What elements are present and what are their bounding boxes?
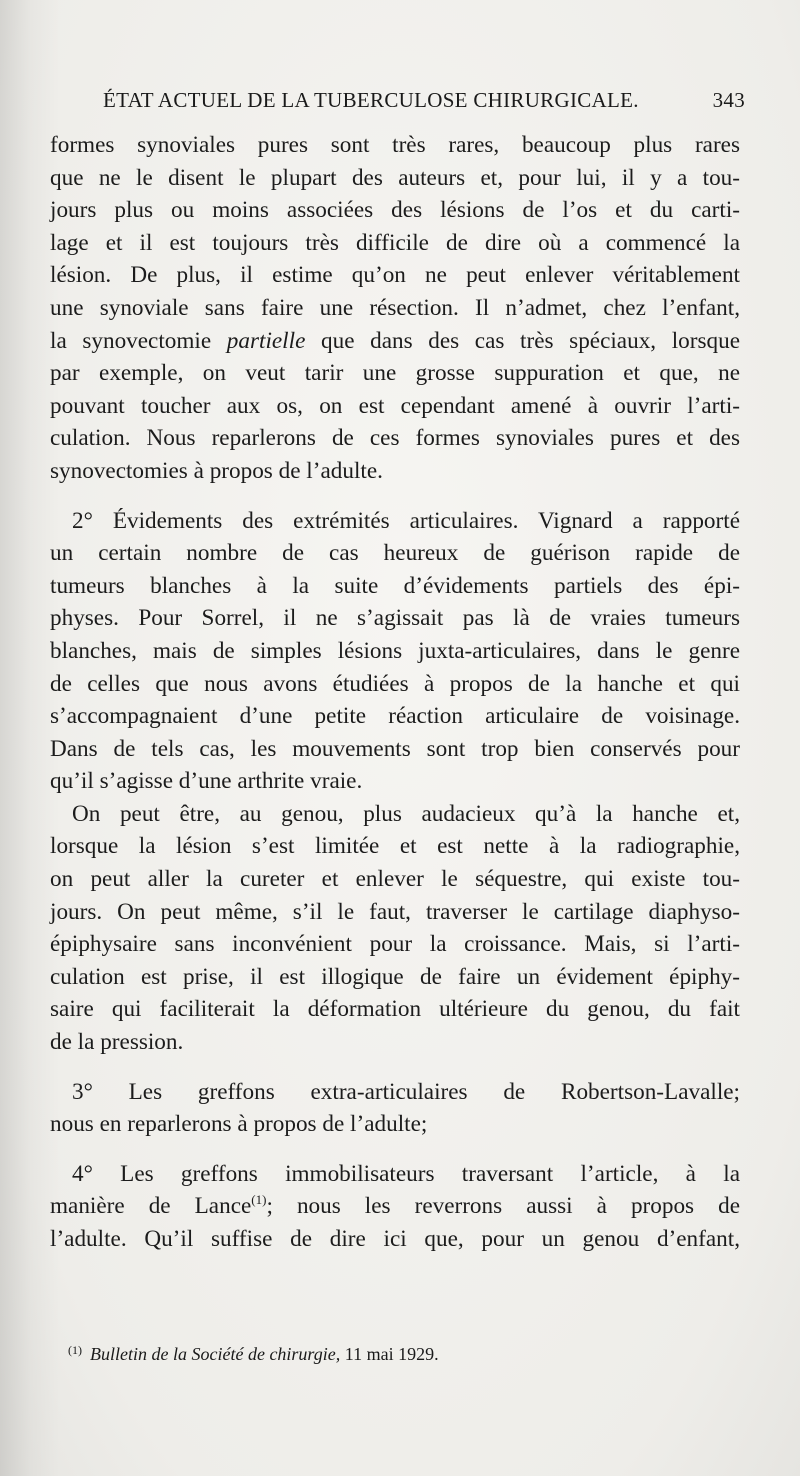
footnote-reference[interactable]: (1) (251, 1192, 267, 1208)
text-line: culation est prise, il est illogique de faire un évidement épiphy- (50, 963, 740, 990)
text-line: épiphysaire sans inconvénient pour la croissance. Mais, si l’arti- (50, 931, 740, 958)
footnote-marker: (1) (68, 1343, 82, 1357)
text-line: 2° Évidements des extrémités articulaires. Vignard a rapporté (72, 507, 740, 534)
paragraph-5 (50, 1158, 740, 1256)
text-line: par exemple, on veut tarir une grosse suppuration et que, ne (50, 360, 740, 387)
text-line-with-italic (50, 325, 740, 358)
footnote-citation-date: 11 mai 1929. (340, 1344, 439, 1364)
text-segment: manière de Lance (50, 1193, 252, 1220)
text-line: saire qui faciliterait la déformation ultérieure du genou, du fait (50, 996, 740, 1023)
text-line: tumeurs blanches à la suite d’évidements partiels des épi- (50, 572, 740, 599)
footnote (68, 1343, 758, 1365)
text-line: une synoviale sans faire une résection. Il n’admet, chez l’enfant, (50, 294, 740, 321)
text-line: s’accompagnaient d’une petite réaction articulaire de voisinage. (50, 703, 740, 730)
text-line: de celles que nous avons étudiées à propos de la hanche et qui (50, 670, 740, 697)
text-line: formes synoviales pures sont très rares, beaucoup plus rares (50, 132, 740, 158)
page-number: 343 (712, 88, 745, 112)
paragraph-1 (50, 129, 740, 488)
text-line: Dans de tels cas, les mouvements sont trop bien conservés pour (50, 735, 740, 762)
paragraph-4 (50, 1076, 740, 1141)
text-line: culation. Nous reparlerons de ces formes synoviales pures et des (50, 425, 740, 452)
text-line: lésion. De plus, il estime qu’on ne peut enlever véritablement (50, 262, 740, 289)
text-line: blanches, mais de simples lésions juxta-articulaires, dans le genre (50, 637, 740, 664)
text-line: lage et il est toujours très difficile de dire où a commencé la (50, 229, 740, 256)
text-line: jours. On peut même, s’il le faut, traverser le cartilage diaphyso- (50, 898, 740, 925)
text-segment: que dans des cas très spéciaux, lorsque (305, 327, 740, 354)
text-line: on peut aller la cureter et enlever le séquestre, qui existe tou- (50, 866, 740, 893)
paragraph-2 (50, 505, 740, 798)
paragraph-3 (50, 798, 740, 1059)
text-line: nous en reparlerons à propos de l’adulte; (50, 1111, 428, 1138)
text-line: que ne le disent le plupart des auteurs et, pour lui, il y a tou- (50, 164, 740, 191)
italic-word: partielle (226, 327, 306, 354)
running-header (103, 88, 749, 120)
running-title: ÉTAT ACTUEL DE LA TUBERCULOSE CHIRURGICALE. (103, 88, 639, 112)
text-line: l’adulte. Qu’il suffise de dire ici que, pour un genou d’enfant, (50, 1226, 740, 1252)
text-line: de la pression. (50, 1029, 184, 1056)
text-line: pouvant toucher aux os, on est cependant amené à ouvrir l’arti- (50, 392, 740, 419)
text-line: synovectomies à propos de l’adulte. (50, 457, 383, 484)
text-line: lorsque la lésion s’est limitée et est nette à la radiographie, (50, 833, 740, 860)
text-segment: ; nous les reverrons aussi à propos de (266, 1193, 740, 1220)
text-line: 3° Les greffons extra-articulaires de Robertson-Lavalle; (72, 1078, 740, 1105)
text-line: un certain nombre de cas heureux de guérison rapide de (50, 540, 740, 567)
text-line: jours plus ou moins associées des lésions de l’os et du carti- (50, 197, 740, 224)
text-line: qu’il s’agisse d’une arthrite vraie. (50, 768, 363, 795)
text-line: 4° Les greffons immobilisateurs traversant l’article, à la (72, 1160, 740, 1187)
text-line-with-reference (50, 1190, 740, 1223)
text-line: physes. Pour Sorrel, il ne s’agissait pas là de vraies tumeurs (50, 605, 740, 632)
text-line: On peut être, au genou, plus audacieux qu’à la hanche et, (72, 800, 740, 827)
text-segment: la synovectomie (50, 327, 227, 354)
footnote-citation-title: Bulletin de la Société de chirurgie, (90, 1344, 341, 1364)
body-text (50, 129, 740, 1256)
